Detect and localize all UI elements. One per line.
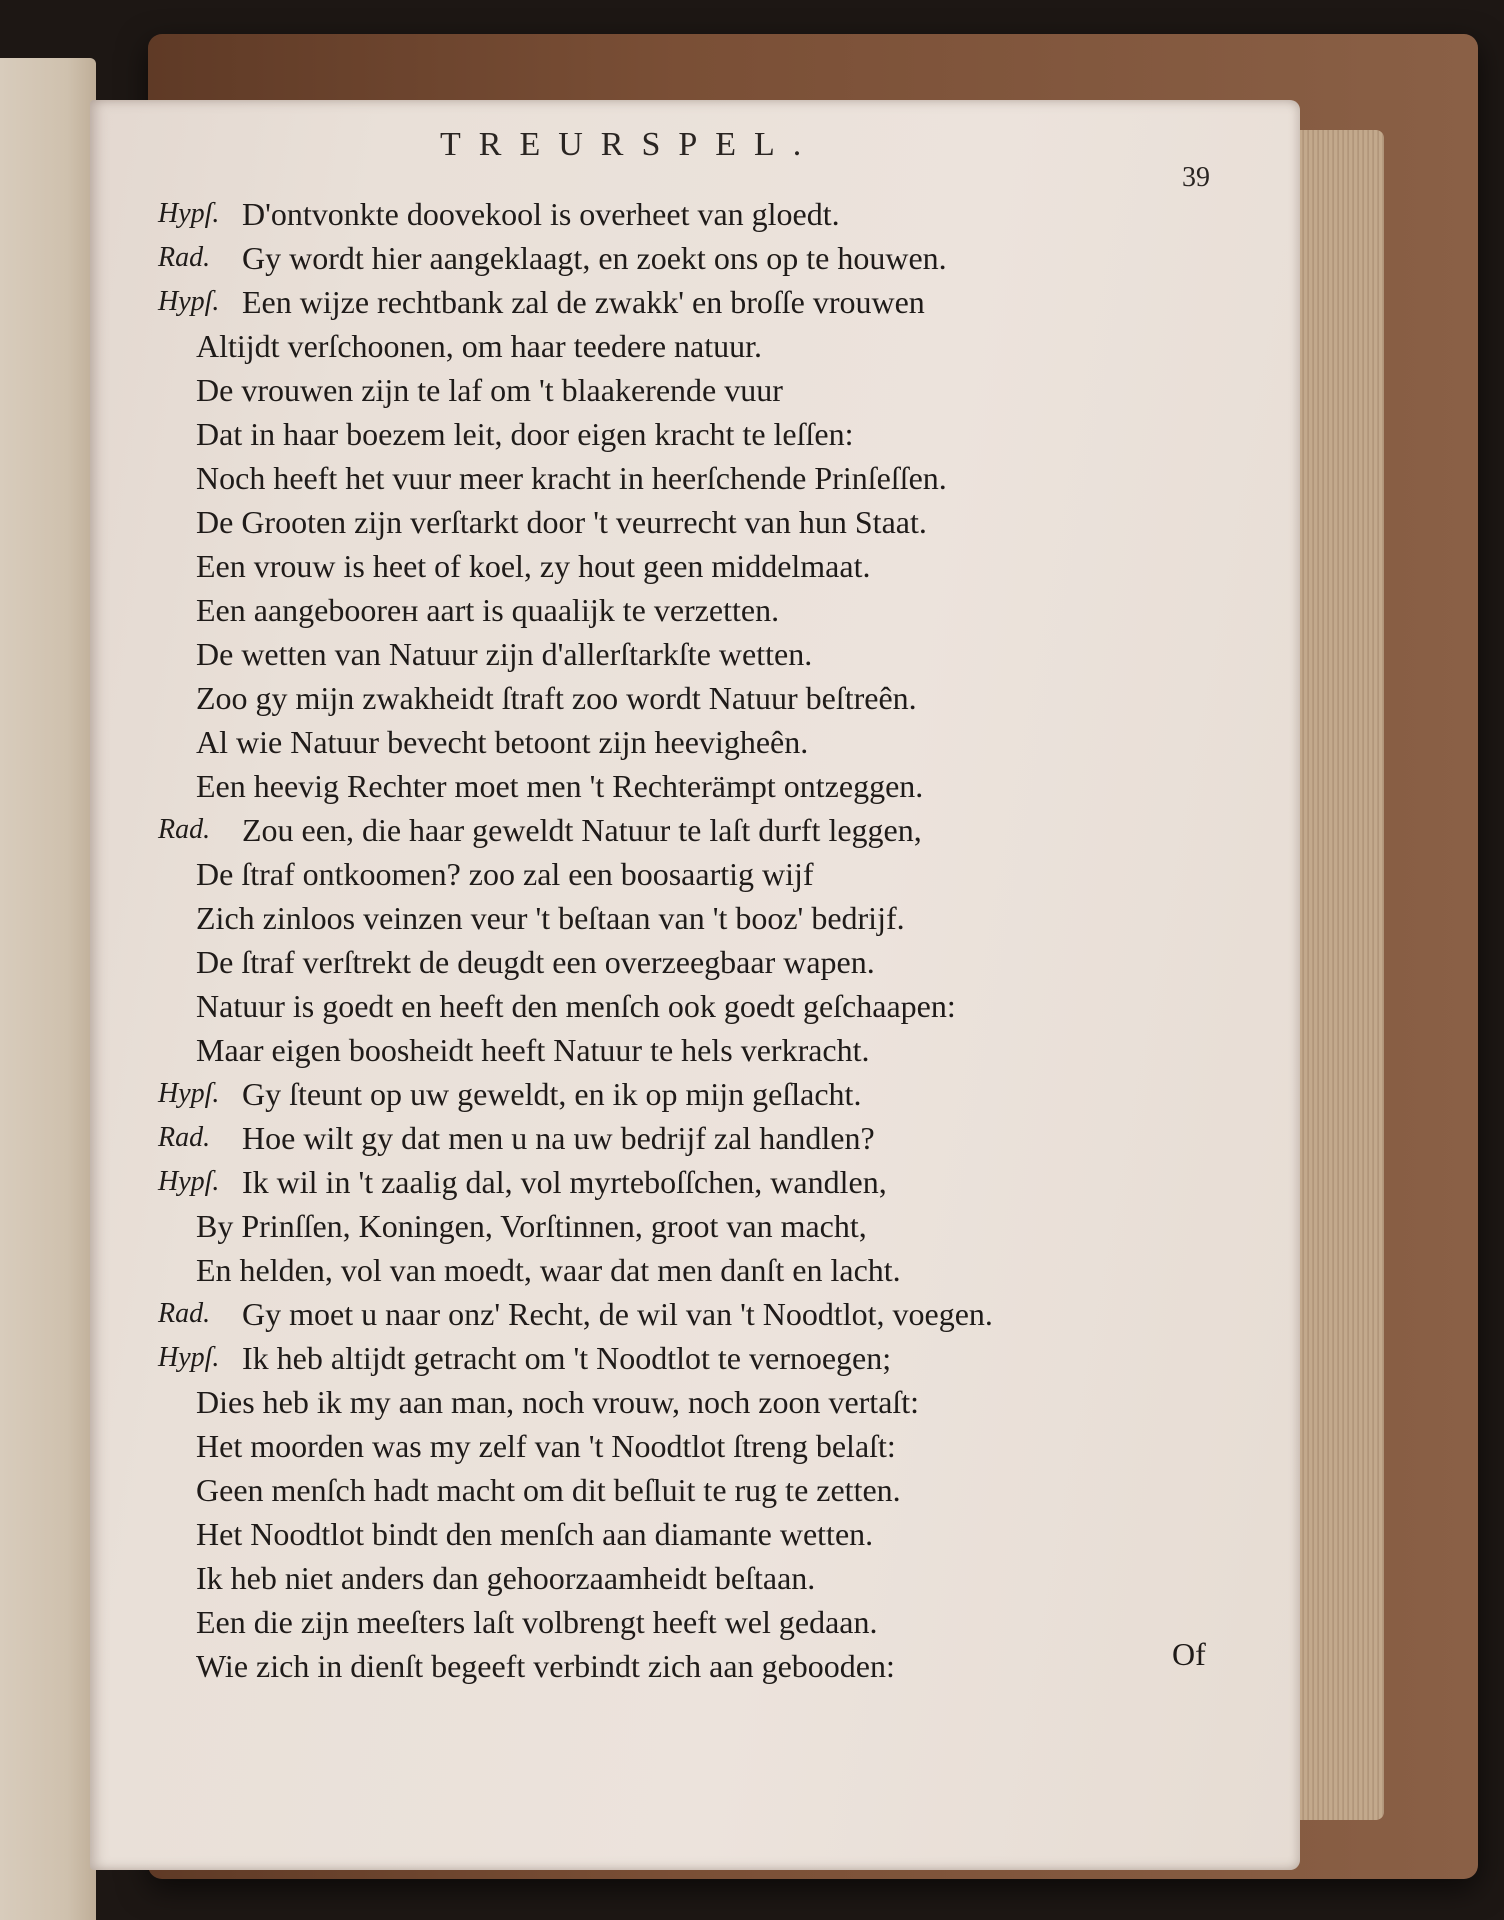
verse-text: Wie zich in dienſt begeeft verbindt zich aan gebooden: xyxy=(196,1648,895,1684)
page-number: 39 xyxy=(1182,162,1210,193)
verse-text: Ik wil in 't zaalig dal, vol myrteboſſchen, wandlen, xyxy=(242,1164,887,1200)
verse-text: Een die zijn meeſters laſt volbrengt heeft wel gedaan. xyxy=(196,1604,878,1640)
verse-line xyxy=(158,852,1258,896)
verse-line xyxy=(158,324,1258,368)
verse-text: Dies heb ik my aan man, noch vrouw, noch zoon vertaſt: xyxy=(196,1384,920,1420)
speaker-label: Hypſ. xyxy=(158,198,220,229)
verse-text: Gy ſteunt op uw geweldt, en ik op mijn geſlacht. xyxy=(242,1076,862,1112)
speaker-label: Hypſ. xyxy=(158,286,220,317)
verse-text: En helden, vol van moedt, waar dat men danſt en lacht. xyxy=(196,1252,901,1288)
speaker-label: Rad. xyxy=(158,1298,211,1329)
verse-text: Zoo gy mijn zwakheidt ſtraft zoo wordt Natuur beſtreên. xyxy=(196,680,917,716)
verse-line xyxy=(158,1160,1258,1204)
verse-line xyxy=(158,1248,1258,1292)
verse-line xyxy=(158,1600,1258,1644)
verse-line xyxy=(158,896,1258,940)
verse-line xyxy=(158,1512,1258,1556)
verse-line xyxy=(158,280,1258,324)
verse-line xyxy=(158,808,1258,852)
verse-line xyxy=(158,984,1258,1028)
verse-line xyxy=(158,764,1258,808)
verse-text: Ik heb altijdt getracht om 't Noodtlot te vernoegen; xyxy=(242,1340,892,1376)
verse-line xyxy=(158,1424,1258,1468)
verse-text: Het Noodtlot bindt den menſch aan diamante wetten. xyxy=(196,1516,874,1552)
verse-line xyxy=(158,940,1258,984)
verse-text: Geen menſch hadt macht om dit beſluit te rug te zetten. xyxy=(196,1472,901,1508)
verse-text: Een heevig Rechter moet men 't Rechterämpt ontzeggen. xyxy=(196,768,924,804)
verse-text: Een wijze rechtbank zal de zwakk' en broſſe vrouwen xyxy=(242,284,925,320)
verse-text: By Prinſſen, Koningen, Vorſtinnen, groot van macht, xyxy=(196,1208,867,1244)
verse-line xyxy=(158,1468,1258,1512)
verse-text: Gy wordt hier aangeklaagt, en zoekt ons op te houwen. xyxy=(242,240,947,276)
verse-text: Het moorden was my zelf van 't Noodtlot ſtreng belaſt: xyxy=(196,1428,896,1464)
verse-line xyxy=(158,1204,1258,1248)
verse-line xyxy=(158,500,1258,544)
verse-text: Al wie Natuur bevecht betoont zijn heevigheên. xyxy=(196,724,809,760)
verse-line xyxy=(158,456,1258,500)
catchword: Of xyxy=(1172,1636,1206,1672)
verse-text: Maar eigen boosheidt heeft Natuur te hels verkracht. xyxy=(196,1032,870,1068)
verse-line xyxy=(158,1556,1258,1600)
verse-text: Natuur is goedt en heeft den menſch ook goedt geſchaapen: xyxy=(196,988,956,1024)
verse-line xyxy=(158,192,1258,236)
speaker-label: Hypſ. xyxy=(158,1342,220,1373)
verse-text: D'ontvonkte doovekool is overheet van gloedt. xyxy=(242,196,840,232)
verse-text: De ſtraf verſtrekt de deugdt een overzeegbaar wapen. xyxy=(196,944,875,980)
verse-line xyxy=(158,676,1258,720)
speaker-label: Rad. xyxy=(158,1122,211,1153)
verse-text: Dat in haar boezem leit, door eigen kracht te leſſen: xyxy=(196,416,854,452)
verse-line xyxy=(158,588,1258,632)
verse-line xyxy=(158,236,1258,280)
verse-text-block xyxy=(158,192,1258,1688)
verse-text: De wetten van Natuur zijn d'allerſtarkſte wetten. xyxy=(196,636,813,672)
verse-line xyxy=(158,412,1258,456)
page-stack xyxy=(1290,130,1384,1820)
left-page-edge xyxy=(0,58,96,1920)
verse-text: De Grooten zijn verſtarkt door 't veurrecht van hun Staat. xyxy=(196,504,927,540)
verse-text: De vrouwen zijn te laf om 't blaakerende vuur xyxy=(196,372,783,408)
verse-line xyxy=(158,1072,1258,1116)
verse-line xyxy=(158,1116,1258,1160)
verse-text: Hoe wilt gy dat men u na uw bedrijf zal handlen? xyxy=(242,1120,875,1156)
verse-text: Een vrouw is heet of koel, zy hout geen middelmaat. xyxy=(196,548,871,584)
verse-line xyxy=(158,1028,1258,1072)
running-head: TREURSPEL. xyxy=(440,126,820,163)
verse-text: De ſtraf ontkoomen? zoo zal een boosaartig wijf xyxy=(196,856,814,892)
speaker-label: Rad. xyxy=(158,242,211,273)
verse-line xyxy=(158,632,1258,676)
verse-text: Een aangeboorен aart is quaalijk te verzetten. xyxy=(196,592,780,628)
speaker-label: Rad. xyxy=(158,814,211,845)
verse-line xyxy=(158,1644,1258,1688)
verse-text: Ik heb niet anders dan gehoorzaamheidt beſtaan. xyxy=(196,1560,816,1596)
verse-line xyxy=(158,1380,1258,1424)
verse-text: Zou een, die haar geweldt Natuur te laſt durft leggen, xyxy=(242,812,922,848)
verse-text: Altijdt verſchoonen, om haar teedere natuur. xyxy=(196,328,763,364)
verse-text: Noch heeft het vuur meer kracht in heerſchende Prinſeſſen. xyxy=(196,460,947,496)
speaker-label: Hypſ. xyxy=(158,1166,220,1197)
verse-line xyxy=(158,544,1258,588)
verse-line xyxy=(158,720,1258,764)
verse-line xyxy=(158,368,1258,412)
verse-text: Zich zinloos veinzen veur 't beſtaan van 't booz' bedrijf. xyxy=(196,900,905,936)
verse-line xyxy=(158,1336,1258,1380)
verse-line xyxy=(158,1292,1258,1336)
speaker-label: Hypſ. xyxy=(158,1078,220,1109)
verse-text: Gy moet u naar onz' Recht, de wil van 't Noodtlot, voegen. xyxy=(242,1296,993,1332)
